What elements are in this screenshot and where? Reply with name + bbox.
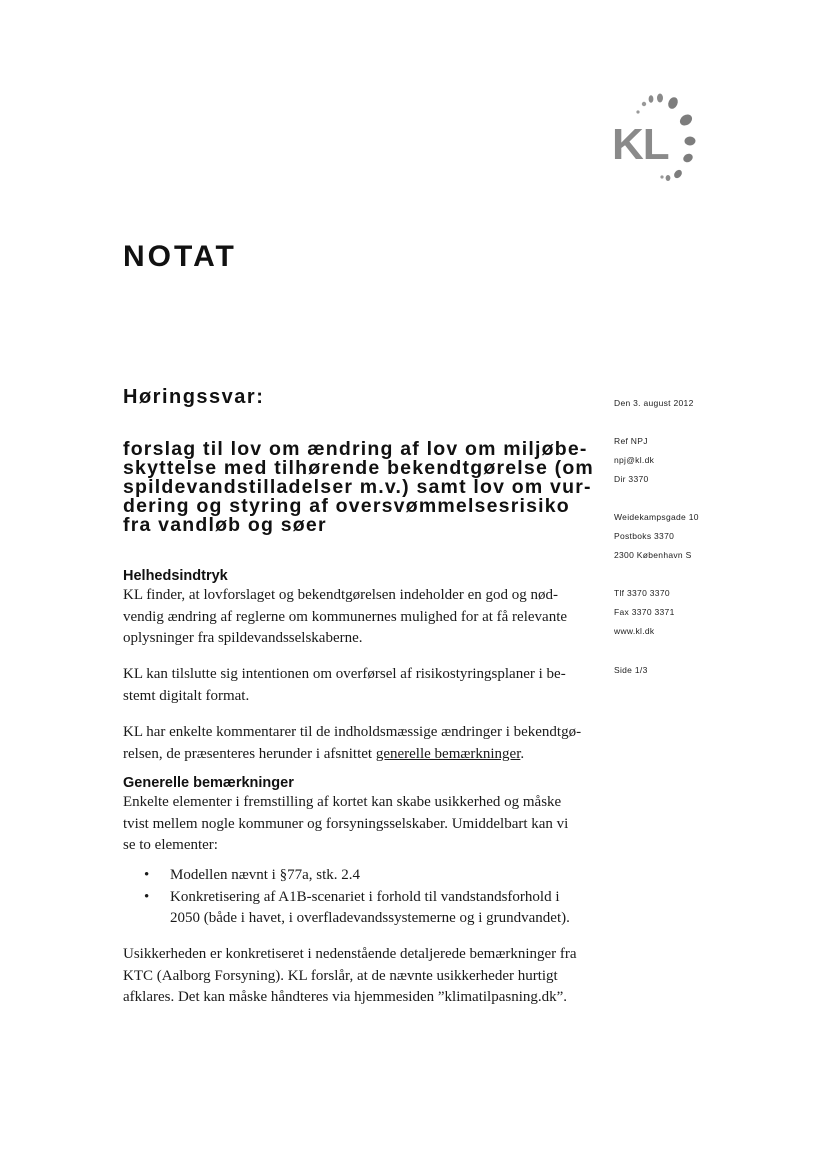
page-number: Side 1/3 xyxy=(614,665,648,675)
paragraph xyxy=(123,722,598,765)
text-span: relsen, de præsenteres herunder i afsnittet xyxy=(123,745,376,762)
text-line: KL har enkelte kommentarer til de indholdsmæssige ændringer i bekendtgø- xyxy=(123,724,582,740)
heading-generelle: Generelle bemærkninger xyxy=(123,775,294,791)
direct-phone: Dir 3370 xyxy=(614,474,649,484)
fax: Fax 3370 3371 xyxy=(614,607,675,617)
text-line: Enkelte elementer i fremstilling af kortet kan skabe usikkerhed og måske xyxy=(123,794,562,810)
document-date: Den 3. august 2012 xyxy=(614,398,694,408)
text-line: oplysninger fra spildevandsselskaberne. xyxy=(123,630,363,646)
text-line: tvist mellem nogle kommuner og forsyningsselskaber. Umiddelbart kan vi xyxy=(123,815,569,832)
text-line: stemt digitalt format. xyxy=(123,687,250,704)
title-line: spildevandstilladelser m.v.) samt lov om vur- xyxy=(123,476,592,498)
heading-helhedsindtryk: Helhedsindtryk xyxy=(123,568,228,584)
bullet-icon: • xyxy=(144,888,150,905)
list-item xyxy=(140,887,570,930)
text-line: Modellen nævnt i §77a, stk. 2.4 xyxy=(170,867,360,883)
title-line: dering og styring af oversvømmelsesrisiko xyxy=(123,495,570,517)
text-span: . xyxy=(520,745,525,762)
title-line: fra vandløb og søer xyxy=(123,514,327,536)
paragraph xyxy=(123,792,598,857)
text-line: se to elementer: xyxy=(123,837,218,853)
logo-text: KL xyxy=(612,120,669,169)
document-type: NOTAT xyxy=(123,240,237,273)
list-item xyxy=(140,865,570,887)
kl-logo xyxy=(604,90,714,190)
text-line: KL kan tilslutte sig intentionen om overførsel af risikostyringsplaner i be- xyxy=(123,666,566,682)
paragraph xyxy=(123,585,598,650)
bullet-list xyxy=(140,865,570,930)
text-line: vendig ændring af reglerne om kommunernes mulighed for at få relevante xyxy=(123,608,568,625)
reference: Ref NPJ xyxy=(614,436,648,446)
address-city: 2300 København S xyxy=(614,550,692,560)
text-line: Konkretisering af A1B-scenariet i forhold til vandstandsforhold i xyxy=(170,888,560,905)
address-street: Weidekampsgade 10 xyxy=(614,512,699,522)
bullet-icon: • xyxy=(144,867,150,883)
text-line: KL finder, at lovforslaget og bekendtgørelsen indeholder en god og nød- xyxy=(123,587,558,603)
text-line: afklares. Det kan måske håndteres via hjemmesiden ”klimatilpasning.dk”. xyxy=(123,989,568,1005)
address-postbox: Postboks 3370 xyxy=(614,531,675,541)
text-line: Usikkerheden er konkretiseret i nedenstående detaljerede bemærkninger fra xyxy=(123,946,577,962)
subject-label: Høringssvar: xyxy=(123,386,265,408)
section-link[interactable]: generelle bemærkninger xyxy=(375,745,521,762)
website-link[interactable]: www.kl.dk xyxy=(614,626,655,636)
text-line: 2050 (både i havet, i overfladevandssystemerne og i grundvandet). xyxy=(170,910,570,926)
email-link[interactable]: npj@kl.dk xyxy=(614,455,655,465)
text-line: KTC (Aalborg Forsyning). KL forslår, at de nævnte usikkerheder hurtigt xyxy=(123,967,558,984)
title-line: forslag til lov om ændring af lov om miljøbe- xyxy=(123,438,588,460)
phone: Tlf 3370 3370 xyxy=(614,588,670,598)
paragraph xyxy=(123,944,598,1009)
title-line: skyttelse med tilhørende bekendtgørelse (om xyxy=(123,457,594,479)
text-line xyxy=(123,744,598,766)
document-title xyxy=(123,440,593,535)
paragraph xyxy=(123,664,598,707)
